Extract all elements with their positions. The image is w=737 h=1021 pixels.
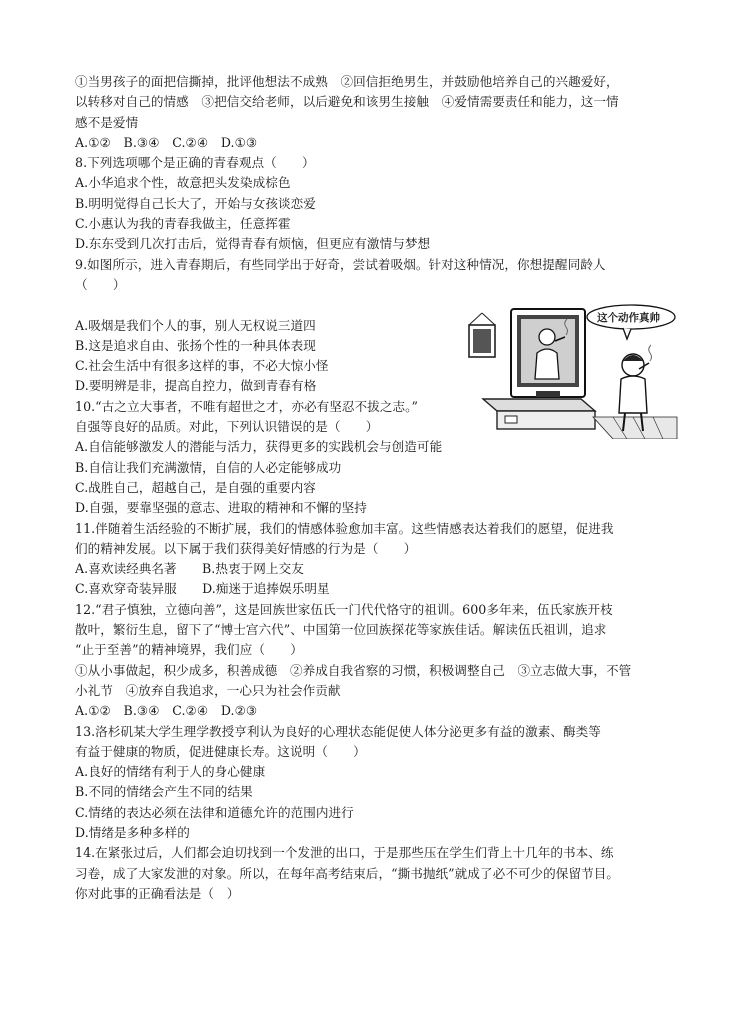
questions-bottom xyxy=(75,417,675,904)
exam-page xyxy=(75,72,675,904)
text-line: “止于至善”的精神境界，我们应（ ） xyxy=(75,642,303,658)
smoking-cartoon xyxy=(463,303,678,439)
text-line: 习卷，成了大家发泄的对象。所以，在每年高考结束后，“撕书抛纸”就成了必不可少的保留节目。 xyxy=(75,865,620,881)
questions-top xyxy=(75,72,675,295)
option-a: A.良好的情绪有利于人的身心健康 xyxy=(75,764,266,780)
option-a: A.小华追求个性，故意把头发染成棕色 xyxy=(75,175,291,191)
option-b: B.这是追求自由、张扬个性的一种具体表现 xyxy=(75,337,316,353)
text-line: 感不是爱情 xyxy=(75,114,139,130)
speech-bubble-text: 这个动作真帅 xyxy=(597,312,660,325)
text-line: 自强等良好的品质。对此，下列认识错误的是（ ） xyxy=(75,419,379,435)
text-line: ①从小事做起，积少成多，积善成德 ②养成自我省察的习惯，积极调整自己 ③立志做大事，不管 xyxy=(75,662,632,678)
option-d: D.要明辨是非，提高自控力，做到青春有格 xyxy=(75,378,317,394)
option-d: D.东东受到几次打击后，觉得青春有烦恼，但更应有激情与梦想 xyxy=(75,236,431,252)
answer-options: A.①② B.③④ C.②④ D.②③ xyxy=(75,703,258,719)
options-ab: A.喜欢读经典名著 B.热衷于网上交友 xyxy=(75,561,304,577)
text-line: 散叶，繁衍生息，留下了“博士宫六代”、中国第一位回族探花等家族佳话。解读伍氏祖训，追求 xyxy=(75,622,607,638)
text-line: 小礼节 ④放弃自我追求，一心只为社会作贡献 xyxy=(75,682,341,698)
option-a: A.自信能够激发人的潜能与活力，获得更多的实践机会与创造可能 xyxy=(75,439,443,455)
question-11-stem: 11.伴随着生活经验的不断扩展，我们的情感体验愈加丰富。这些情感表达着我们的愿望，促进我 xyxy=(75,520,614,536)
question-9-stem: 9.如图所示，进入青春期后，有些同学出于好奇，尝试着吸烟。针对这种情况，你想提醒同龄人 xyxy=(75,256,606,272)
question-12-stem: 12.“君子慎独，立德向善”，这是回族世家伍氏一门代代恪守的祖训。600多年来，伍氏家族开枝 xyxy=(75,601,613,617)
option-d: D.情绪是多种多样的 xyxy=(75,824,190,840)
question-8-stem: 8.下列选项哪个是正确的青春观点（ ） xyxy=(75,155,315,171)
question-13-stem: 13.洛杉矶某大学生理学教授亨利认为良好的心理状态能促使人体分泌更多有益的激素、酶类等 xyxy=(75,723,601,739)
option-d: D.自强，要靠坚强的意志、进取的精神和不懈的坚持 xyxy=(75,500,367,516)
text-line: 你对此事的正确看法是（ ） xyxy=(75,885,240,901)
option-b: B.明明觉得自己长大了，开始与女孩谈恋爱 xyxy=(75,195,316,211)
options-cd: C.喜欢穿奇装异服 D.痴迷于追捧娱乐明星 xyxy=(75,581,330,597)
option-c: C.情绪的表达必须在法律和道德允许的范围内进行 xyxy=(75,804,354,820)
option-b: B.不同的情绪会产生不同的结果 xyxy=(75,784,253,800)
option-a: A.吸烟是我们个人的事，别人无权说三道四 xyxy=(75,317,316,333)
text-line: 们的精神发展。以下属于我们获得美好情感的行为是（ ） xyxy=(75,540,417,556)
option-c: C.社会生活中有很多这样的事，不必大惊小怪 xyxy=(75,358,329,374)
question-14-stem: 14.在紧张过后，人们都会迫切找到一个发泄的出口，于是那些压在学生们背上十几年的书本、练 xyxy=(75,845,614,861)
question-9-bracket: （ ） xyxy=(75,276,126,292)
question-10-stem: 10.“古之立大事者，不唯有超世之才，亦必有坚忍不拔之志。” xyxy=(75,398,418,414)
text-line: 以转移对自己的情感 ③把信交给老师，以后避免和该男生接触 ④爱情需要责任和能力，这一情 xyxy=(75,94,619,110)
option-b: B.自信让我们充满激情，自信的人必定能够成功 xyxy=(75,459,342,475)
text-line: 有益于健康的物质，促进健康长寿。这说明（ ） xyxy=(75,743,366,759)
question-9-block xyxy=(75,295,675,417)
option-c: C.战胜自己，超越自己，是自强的重要内容 xyxy=(75,479,316,495)
answer-options: A.①② B.③④ C.②④ D.①③ xyxy=(75,134,258,150)
option-c: C.小惠认为我的青春我做主，任意挥霍 xyxy=(75,216,291,232)
blank-line xyxy=(75,295,455,315)
text-line: ①当男孩子的面把信撕掉，批评他想法不成熟 ②回信拒绝男生，并鼓励他培养自己的兴趣爱好， xyxy=(75,74,619,89)
